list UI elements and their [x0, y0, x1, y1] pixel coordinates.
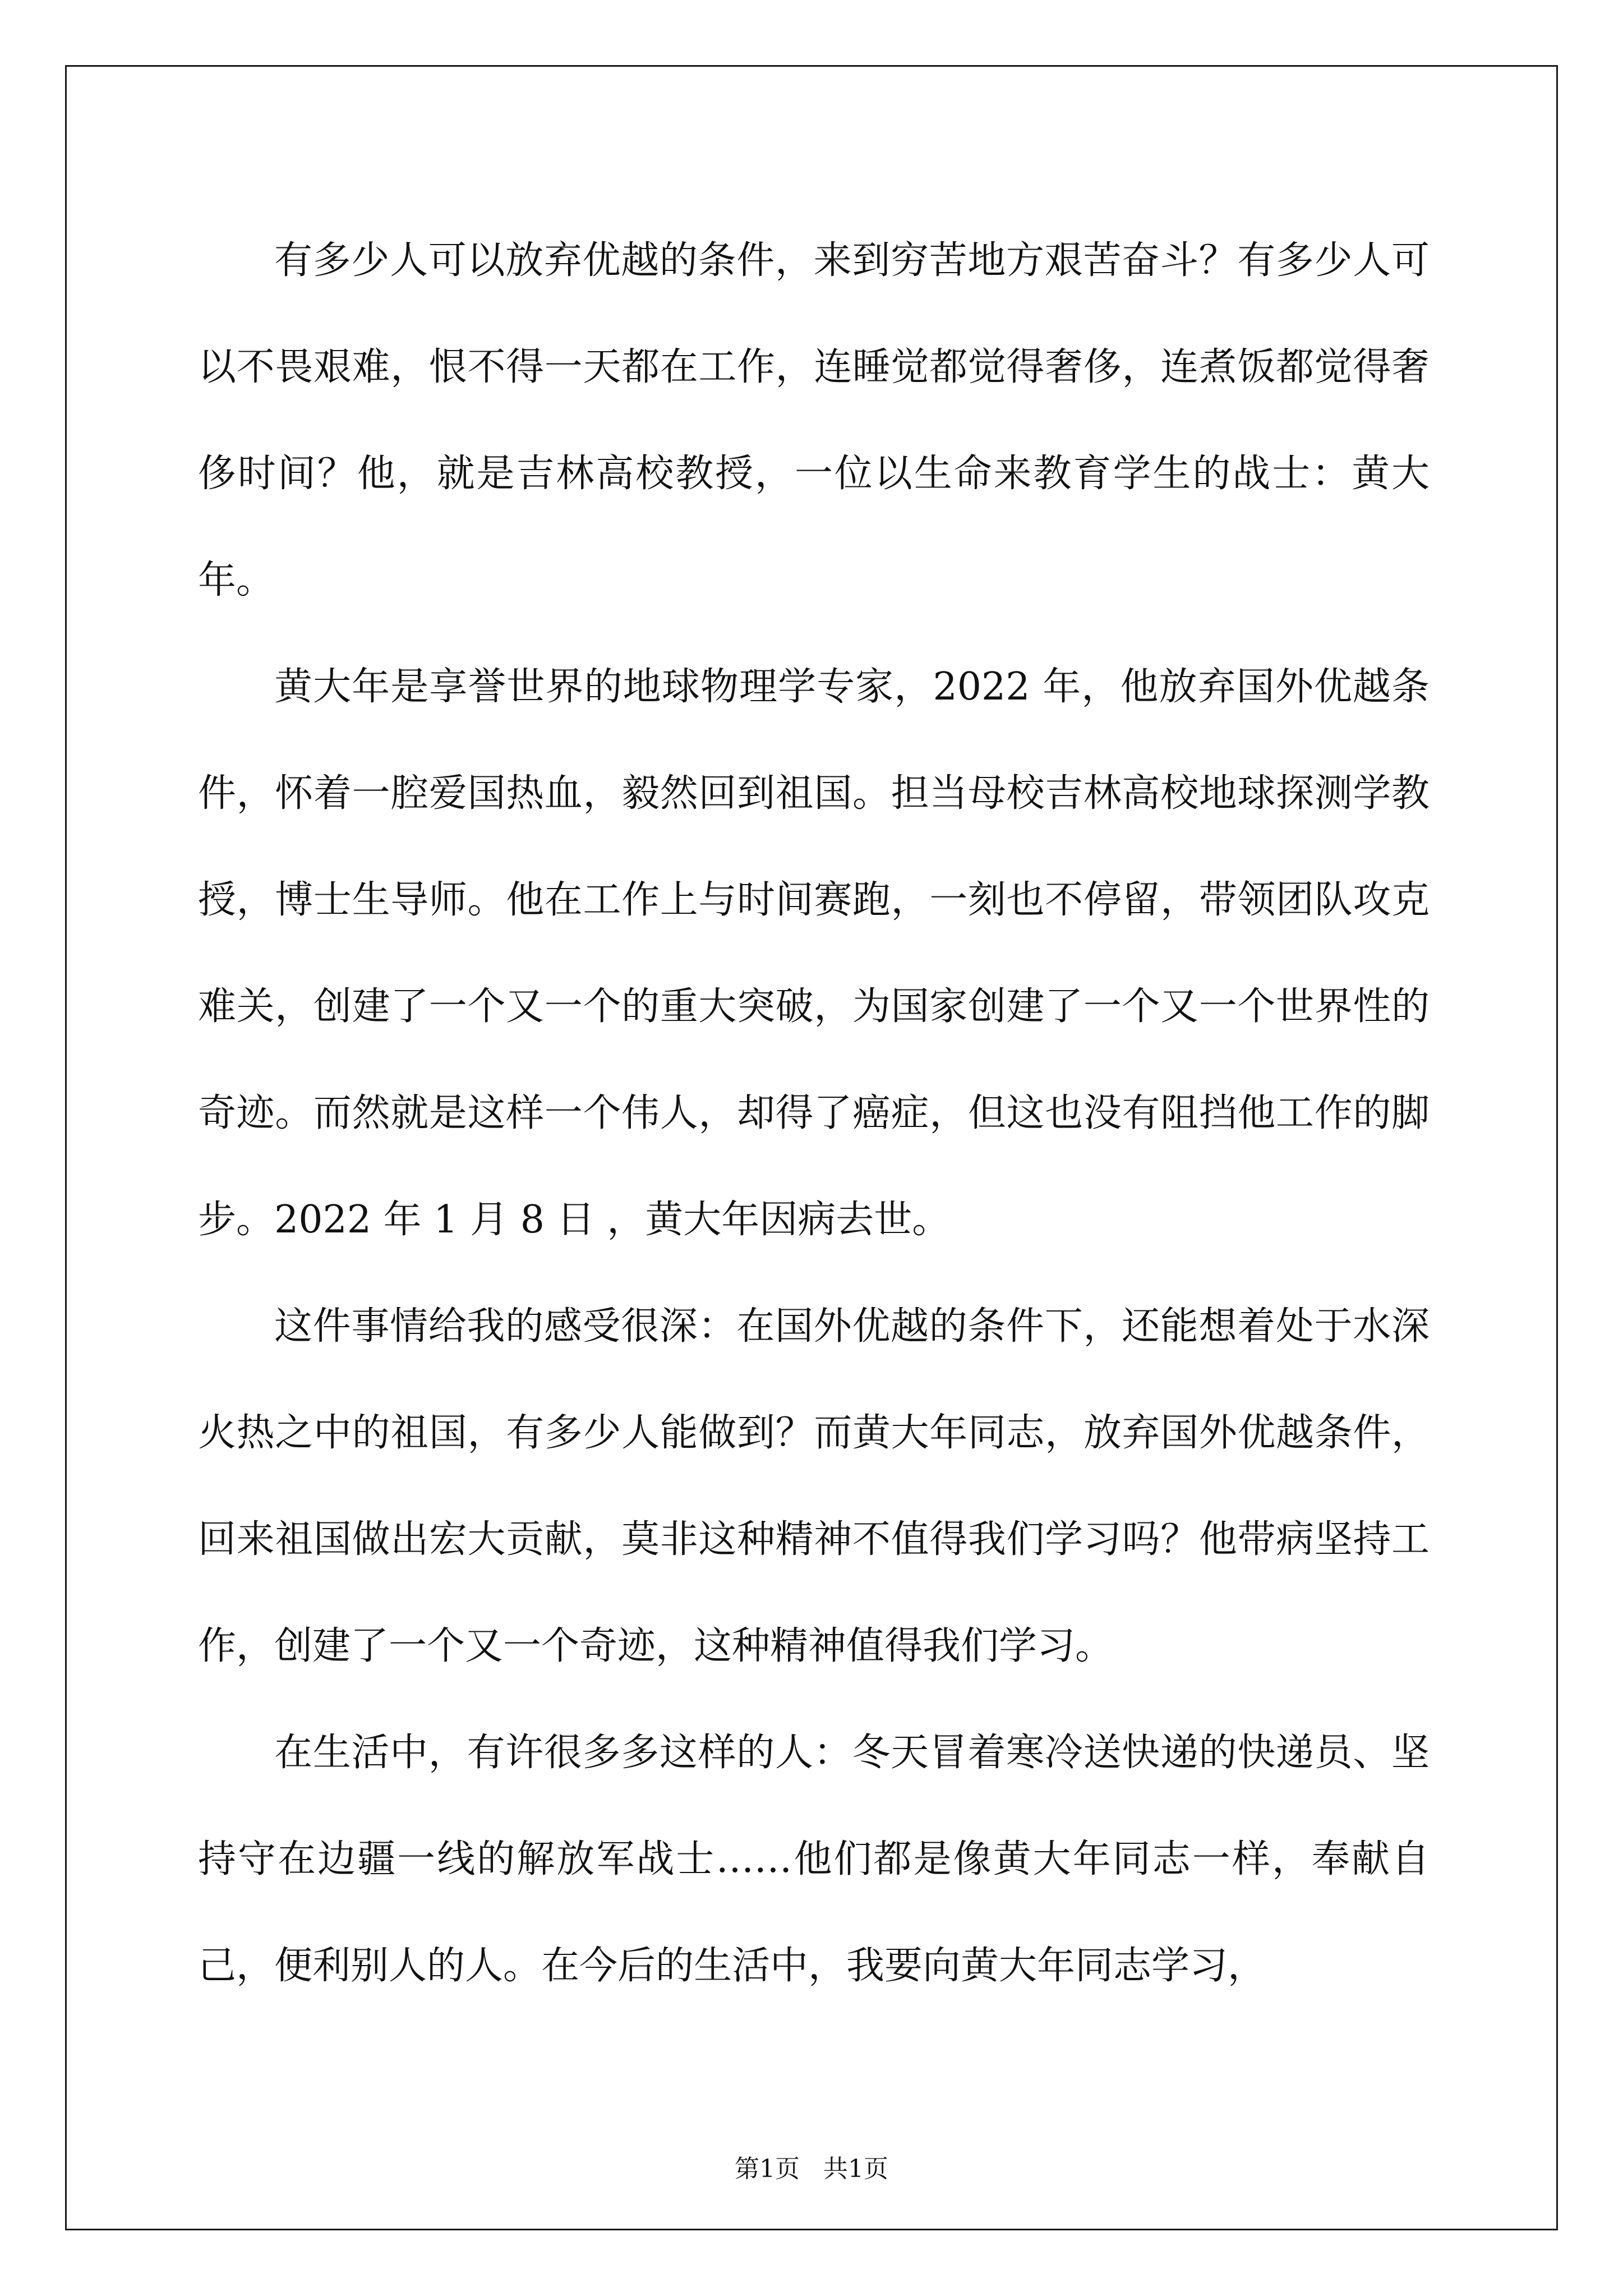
paragraph-4: 在生活中，有许很多多这样的人：冬天冒着寒冷送快递的快递员、坚持守在边疆一线的解放军战士……他们都是像黄大年同志一样，奉献自己，便利别人的人。在今后的生活中，我要向黄大年同志学习，	[198, 1731, 1430, 1988]
page-footer: 第1页 共1页	[735, 2155, 888, 2183]
paragraph-3: 这件事情给我的感受很深：在国外优越的条件下，还能想着处于水深火热之中的祖国，有多少人能做到？而黄大年同志，放弃国外优越条件，回来祖国做出宏大贡献，莫非这种精神不值得我们学习吗？他带病坚持工作，创建了一个又一个奇迹，这种精神值得我们学习。	[198, 1304, 1430, 1668]
paragraph-1: 有多少人可以放弃优越的条件，来到穷苦地方艰苦奋斗？有多少人可以不畏艰难，恨不得一天都在工作，连睡觉都觉得奢侈，连煮饭都觉得奢侈时间？他，就是吉林高校教授，一位以生命来教育学生的战士：黄大年。	[198, 238, 1430, 602]
document-body	[198, 208, 1430, 2019]
paragraph-2: 黄大年是享誉世界的地球物理学专家，2022 年，他放弃国外优越条件，怀着一腔爱国热血，毅然回到祖国。担当母校吉林高校地球探测学教授，博士生导师。他在工作上与时间赛跑，一刻也不停留，带领团队攻克难关，创建了一个又一个的重大突破，为国家创建了一个又一个世界性的奇迹。而然就是这样一个伟人，却得了癌症，但这也没有阻挡他工作的脚步。2022 年 1 月 8 日 ，黄大年因病去世。	[198, 665, 1430, 1242]
